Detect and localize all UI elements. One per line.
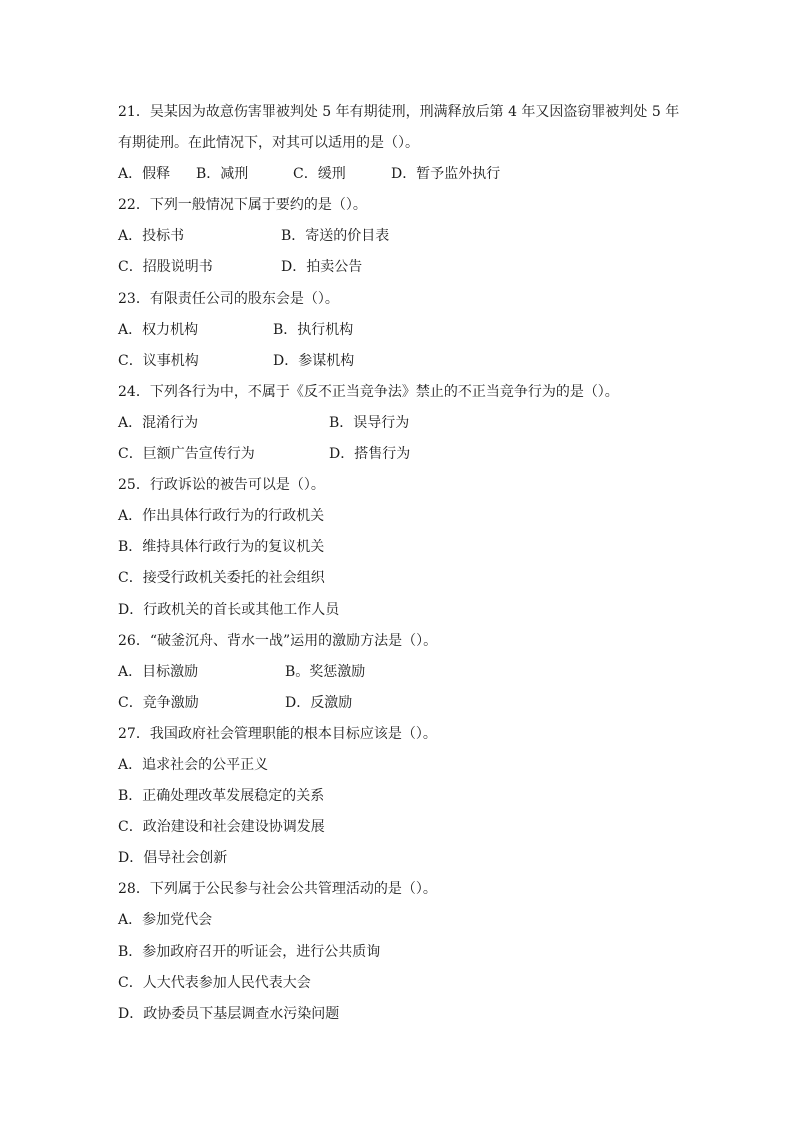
answer-option: C．政治建设和社会建设协调发展 bbox=[118, 819, 325, 836]
question-block bbox=[118, 878, 678, 1033]
answer-option: B．寄送的价目表 bbox=[281, 228, 390, 245]
answer-option: D．搭售行为 bbox=[329, 446, 411, 463]
option-row bbox=[118, 1003, 678, 1034]
answer-option: A．假释 bbox=[118, 166, 171, 183]
option-row bbox=[118, 972, 678, 1003]
answer-option: A．目标激励 bbox=[118, 663, 199, 680]
answer-option: B．维持具体行政行为的复议机关 bbox=[118, 539, 325, 556]
answer-option: D．暂予监外执行 bbox=[391, 166, 501, 183]
answer-option: B．正确处理改革发展稳定的关系 bbox=[118, 788, 325, 805]
option-row bbox=[118, 443, 678, 474]
answer-option: A．作出具体行政行为的行政机关 bbox=[118, 508, 325, 525]
option-row bbox=[118, 319, 678, 350]
option-row bbox=[118, 163, 678, 194]
answer-option: A．权力机构 bbox=[118, 321, 199, 338]
option-row bbox=[118, 412, 678, 443]
answer-option: D．倡导社会创新 bbox=[118, 850, 228, 867]
option-row bbox=[118, 536, 678, 567]
answer-option: C．招股说明书 bbox=[118, 259, 213, 276]
question-stem: 有期徒刑。在此情况下，对其可以适用的是（）。 bbox=[118, 135, 419, 152]
option-row bbox=[118, 847, 678, 878]
option-row bbox=[118, 941, 678, 972]
option-row bbox=[118, 754, 678, 785]
option-row bbox=[118, 661, 678, 692]
answer-option: A．混淆行为 bbox=[118, 414, 199, 431]
answer-option: C．巨额广告宣传行为 bbox=[118, 446, 255, 463]
option-row bbox=[118, 505, 678, 536]
answer-option: C．人大代表参加人民代表大会 bbox=[118, 974, 311, 991]
question-block bbox=[118, 288, 678, 381]
question-stem: 26．“破釜沉舟、背水一战”运用的激励方法是（）。 bbox=[118, 632, 438, 649]
option-row bbox=[118, 599, 678, 630]
answer-option: C．竞争激励 bbox=[118, 694, 199, 711]
option-row bbox=[118, 816, 678, 847]
option-row bbox=[118, 256, 678, 287]
question-block bbox=[118, 474, 678, 629]
question-stem: 25．行政诉讼的被告可以是（）。 bbox=[118, 477, 325, 494]
option-row bbox=[118, 225, 678, 256]
question-stem: 21．吴某因为故意伤害罪被判处 5 年有期徒刑，刑满释放后第 4 年又因盗窃罪被判处 5 年 bbox=[118, 104, 680, 120]
answer-option: B．减刑 bbox=[196, 166, 249, 183]
answer-option: B．执行机构 bbox=[273, 321, 354, 338]
option-row bbox=[118, 692, 678, 723]
question-stem: 23．有限责任公司的股东会是（）。 bbox=[118, 290, 339, 307]
question-block bbox=[118, 381, 678, 474]
answer-option: C．议事机构 bbox=[118, 352, 199, 369]
question-stem: 28．下列属于公民参与社会公共管理活动的是（）。 bbox=[118, 881, 437, 898]
option-row bbox=[118, 350, 678, 381]
question-stem: 24．下列各行为中，不属于《反不正当竞争法》禁止的不正当竞争行为的是（）。 bbox=[118, 383, 619, 400]
answer-option: D．反激励 bbox=[285, 694, 353, 711]
answer-option: D．拍卖公告 bbox=[281, 259, 363, 276]
answer-option: B。奖惩激励 bbox=[285, 663, 366, 680]
option-row bbox=[118, 909, 678, 940]
question-block bbox=[118, 723, 678, 878]
question-block bbox=[118, 194, 678, 287]
answer-option: A．投标书 bbox=[118, 228, 185, 245]
question-block bbox=[118, 630, 678, 723]
option-row bbox=[118, 567, 678, 598]
question-stem: 27．我国政府社会管理职能的根本目标应该是（）。 bbox=[118, 725, 437, 742]
answer-option: A．参加党代会 bbox=[118, 912, 213, 929]
question-block bbox=[118, 101, 678, 194]
answer-option: D．行政机关的首长或其他工作人员 bbox=[118, 601, 340, 618]
answer-option: D．参谋机构 bbox=[273, 352, 355, 369]
answer-option: C．缓刑 bbox=[293, 166, 346, 183]
answer-option: D．政协委员下基层调查水污染问题 bbox=[118, 1005, 340, 1022]
answer-option: C．接受行政机关委托的社会组织 bbox=[118, 570, 325, 587]
answer-option: A．追求社会的公平正义 bbox=[118, 756, 269, 773]
answer-option: B．参加政府召开的听证会，进行公共质询 bbox=[118, 943, 381, 960]
answer-option: B．误导行为 bbox=[329, 414, 410, 431]
question-stem: 22．下列一般情况下属于要约的是（）。 bbox=[118, 197, 367, 214]
option-row bbox=[118, 785, 678, 816]
question-list bbox=[118, 101, 678, 1034]
